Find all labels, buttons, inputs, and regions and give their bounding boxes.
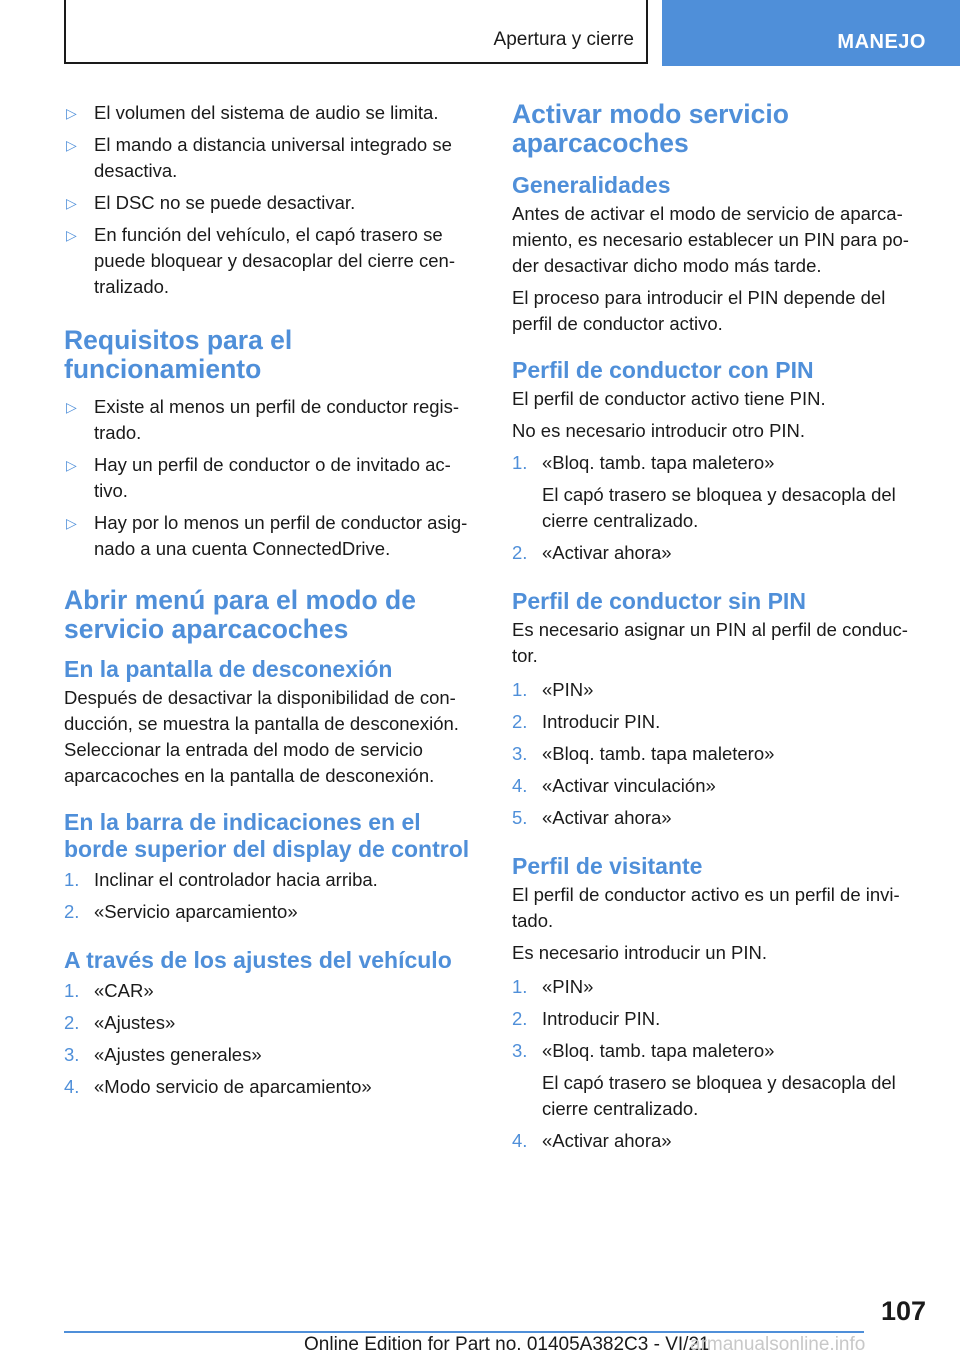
bar-steps-list: [64, 867, 478, 925]
list-item: ▷ Existe al menos un perfil de conductor regis-trado.: [66, 396, 460, 443]
list-item: 2. «Activar ahora»: [512, 542, 672, 563]
list-item: ▷ El DSC no se puede desactivar.: [64, 190, 478, 216]
settings-steps-list: [64, 978, 478, 1100]
visitor-steps-list: [512, 974, 926, 1154]
heading-barra-indicaciones: En la barra de indicaciones en el borde superior del display de control: [64, 809, 470, 862]
watermark-text: armanualsonline.info: [690, 1334, 866, 1355]
heading-perfil-visitante: Perfil de visitante: [512, 853, 703, 879]
chapter-tab-label: MANEJO: [837, 31, 926, 53]
general-paragraph-1: Antes de activar el modo de servicio de aparca-miento, es necesario establecer un PIN para po-der desactivar dicho modo más tarde.: [512, 203, 909, 276]
visitor-paragraph-2: Es necesario introducir un PIN.: [512, 942, 768, 963]
nopin-paragraph: Es necesario asignar un PIN al perfil de conduc-tor.: [512, 619, 908, 666]
list-item: 1. «PIN»: [512, 976, 594, 997]
triangle-right-outline-icon: ▷: [66, 227, 77, 243]
list-item: ▷ El mando a distancia universal integrado se desactiva.: [66, 134, 452, 181]
list-item: ▷ Hay un perfil de conductor o de invitado ac-tivo.: [66, 454, 451, 501]
heading-activar-modo: Activar modo servicio aparcacoches: [512, 99, 789, 158]
section-title: Apertura y cierre: [493, 29, 634, 50]
heading-ajustes-vehiculo: A través de los ajustes del vehículo: [64, 947, 452, 973]
list-item: 4. «Activar ahora»: [512, 1130, 672, 1151]
list-item: 4. «Activar vinculación»: [512, 775, 716, 796]
chapter-tab[interactable]: [662, 0, 960, 66]
triangle-right-outline-icon: ▷: [66, 105, 77, 121]
general-paragraph-2: El proceso para introducir el PIN depende del perfil de conductor activo.: [512, 287, 886, 334]
left-column: [64, 100, 478, 1100]
requirements-list: [64, 394, 478, 562]
list-item: 4. «Modo servicio de aparcamiento»: [64, 1076, 372, 1097]
step-note: El capó trasero se bloquea y desacopla del cierre centralizado.: [542, 484, 896, 531]
heading-perfil-con-pin: Perfil de conductor con PIN: [512, 357, 814, 383]
page-number: 107: [880, 1296, 926, 1326]
list-item: 3. «Bloq. tamb. tapa maletero»: [512, 743, 775, 764]
list-item: 2. «Servicio aparcamiento»: [64, 901, 298, 922]
heading-pantalla-desconexion: En la pantalla de desconexión: [64, 656, 393, 682]
heading-abrir-menu: Abrir menú para el modo de servicio aparcacoches: [64, 585, 416, 644]
pin-paragraph-2: No es necesario introducir otro PIN.: [512, 420, 806, 441]
list-item: ▷ El volumen del sistema de audio se limita.: [64, 100, 478, 126]
list-item: 3. «Bloq. tamb. tapa maletero» El capó trasero se bloquea y desacopla del cierre centralizado.: [512, 1038, 926, 1122]
list-item: 1. «CAR»: [64, 980, 154, 1001]
list-item: 2. Introducir PIN.: [512, 711, 661, 732]
list-item: 1. «Bloq. tamb. tapa maletero» El capó trasero se bloquea y desacopla del cierre centralizado.: [512, 450, 926, 534]
list-item: 3. «Ajustes generales»: [64, 1044, 262, 1065]
step-note: El capó trasero se bloquea y desacopla del cierre centralizado.: [542, 1072, 896, 1119]
list-item: ▷ Hay por lo menos un perfil de conductor asig-nado a una cuenta ConnectedDrive.: [66, 512, 468, 559]
edition-text: Online Edition for Part no. 01405A382C3 - VI/21: [304, 1334, 710, 1355]
triangle-right-outline-icon: ▷: [66, 515, 77, 531]
screen-paragraph: Después de desactivar la disponibilidad de con-ducción, se muestra la pantalla de desconexión. Seleccionar la entrada del modo de servicio aparcacoches en la pantalla de desconexión.: [64, 687, 459, 786]
nopin-steps-list: [512, 677, 926, 831]
list-item: 1. Inclinar el controlador hacia arriba.: [64, 869, 378, 890]
visitor-paragraph-1: El perfil de conductor activo es un perfil de invi-tado.: [512, 884, 900, 931]
list-item: 2. Introducir PIN.: [512, 1008, 661, 1029]
triangle-right-outline-icon: ▷: [66, 137, 77, 153]
right-column: [512, 100, 926, 1154]
list-item: 5. «Activar ahora»: [512, 807, 672, 828]
heading-requisitos: Requisitos para el funcionamiento: [64, 325, 293, 384]
list-item: ▷ En función del vehículo, el capó trasero se puede bloquear y desacoplar del cierre cen-tralizado.: [66, 224, 455, 297]
intro-bullet-list: [64, 100, 478, 300]
header-section-box: [64, 0, 648, 64]
heading-perfil-sin-pin: Perfil de conductor sin PIN: [512, 588, 806, 614]
pin-paragraph-1: El perfil de conductor activo tiene PIN.: [512, 388, 826, 409]
pin-steps-list: [512, 450, 926, 566]
triangle-right-outline-icon: ▷: [66, 399, 77, 415]
triangle-right-outline-icon: ▷: [66, 457, 77, 473]
list-item: 2. «Ajustes»: [64, 1012, 176, 1033]
heading-generalidades: Generalidades: [512, 172, 671, 198]
triangle-right-outline-icon: ▷: [66, 195, 77, 211]
footer-rule: [64, 1331, 864, 1333]
list-item: 1. «PIN»: [512, 679, 594, 700]
